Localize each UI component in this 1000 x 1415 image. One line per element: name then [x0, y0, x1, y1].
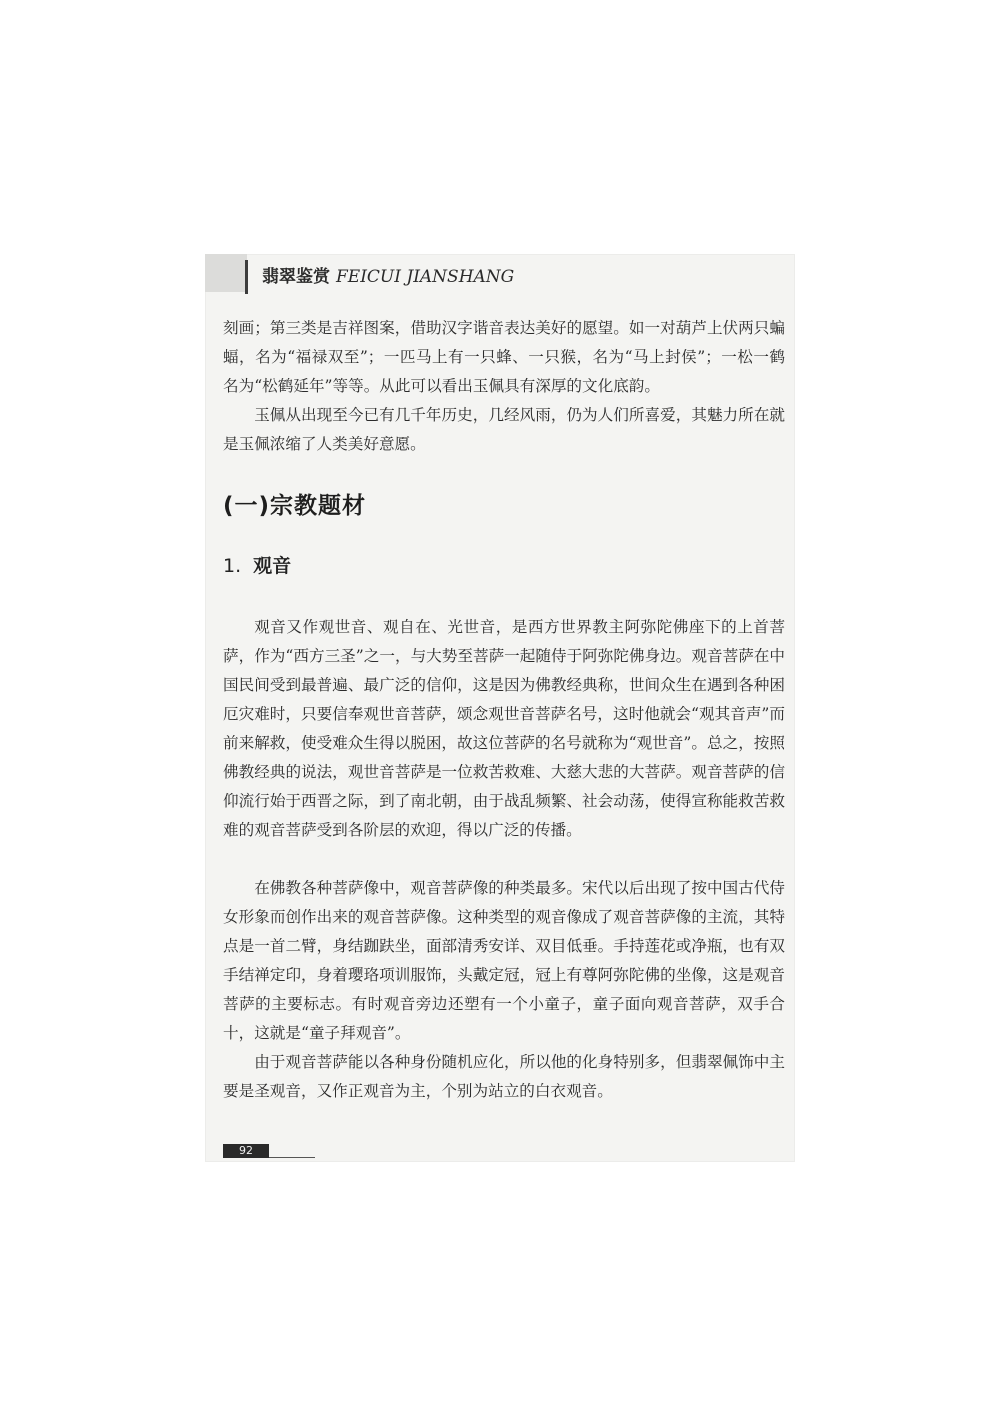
paragraph-4: 在佛教各种菩萨像中，观音菩萨像的种类最多。宋代以后出现了按中国古代侍女形象而创作出来的观音菩萨像。这种类型的观音像成了观音菩萨像的主流，其特点是一首二臂，身结跏趺坐，面部清秀安详、双目低垂。手持莲花或净瓶，也有双手结禅定印，身着璎珞项训服饰，头戴定冠，冠上有尊阿弥陀佛的坐像，这是观音菩萨的主要标志。有时观音旁边还塑有一个小童子，童子面向观音菩萨，双手合十，这就是“童子拜观音”。: [223, 879, 785, 1042]
paragraph-3: 观音又作观世音、观自在、光世音，是西方世界教主阿弥陀佛座下的上首菩萨，作为“西方三圣”之一，与大势至菩萨一起随侍于阿弥陀佛身边。观音菩萨在中国民间受到最普遍、最广泛的信仰，这是因为佛教经典称，世间众生在遇到各种困厄灾难时，只要信奉观世音菩萨，颂念观世音菩萨名号，这时他就会“观其音声”而前来解救，使受难众生得以脱困，故这位菩萨的名号就称为“观世音”。总之，按照佛教经典的说法，观世音菩萨是一位救苦救难、大慈大悲的大菩萨。观音菩萨的信仰流行始于西晋之际，到了南北朝，由于战乱频繁、社会动荡，使得宣称能救苦救难的观音菩萨受到各阶层的欢迎，得以广泛的传播。: [223, 618, 785, 839]
header-subtitle: FEICUI JIANSHANG: [336, 267, 515, 287]
header-rule: [245, 260, 248, 294]
subsection-heading: [223, 551, 291, 578]
header-title: 翡翠鉴赏: [262, 267, 330, 287]
running-header: [262, 262, 514, 287]
book-page: [205, 254, 795, 1162]
footer-rule: [269, 1157, 315, 1158]
paragraph-1: 刻画；第三类是吉祥图案，借助汉字谐音表达美好的愿望。如一对葫芦上伏两只蝙蝠，名为“福禄双至”；一匹马上有一只蜂、一只猴，名为“马上封侯”；一松一鹤名为“松鹤延年”等等。从此可以看出玉佩具有深厚的文化底韵。: [223, 319, 785, 395]
subsection-title: 观音: [253, 555, 292, 577]
paragraph-5: 由于观音菩萨能以各种身份随机应化，所以他的化身特别多，但翡翠佩饰中主要是圣观音，又作正观音为主，个别为站立的白衣观音。: [223, 1053, 785, 1100]
header-tab: [205, 254, 247, 292]
page-number: 92: [223, 1144, 269, 1158]
section-heading: (一)宗教题材: [223, 493, 367, 519]
subsection-number: 1.: [223, 555, 242, 577]
paragraph-2: 玉佩从出现至今已有几千年历史，几经风雨，仍为人们所喜爱，其魅力所在就是玉佩浓缩了人类美好意愿。: [223, 406, 785, 453]
